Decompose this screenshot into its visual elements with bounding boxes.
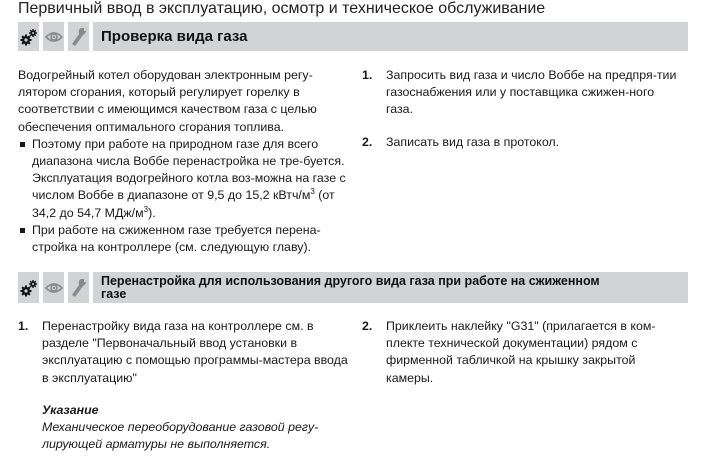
step-text: Перенастройку вида газа на контроллере см. в разделе "Первоначальный ввод установки в эксплуатацию с помощью программы-мастера ввода в эксплуатацию" xyxy=(42,319,348,385)
step-2 xyxy=(362,318,682,387)
note-block xyxy=(18,402,348,454)
step-1 xyxy=(362,67,682,119)
step-number: 2. xyxy=(362,319,373,333)
step-number: 1. xyxy=(18,319,29,333)
step-text: Приклеить наклейку "G31" (прилагается в ком-плекте технической документации) рядом с фирменной табличкой на крышку закрытой камеры. xyxy=(386,319,656,385)
step-number: 2. xyxy=(362,134,373,149)
gas-check-description xyxy=(18,67,348,256)
section-title-line-1: Перенастройка для использования другого вида газа при работе на сжиженном xyxy=(101,274,600,288)
step-text: Запросить вид газа и число Воббе на предпря-тии газоснабжения или у поставщика сжижен-ного газа. xyxy=(386,68,677,117)
bullet-liquefied-gas: При работе на сжиженном газе требуется перена-стройка на контроллере (см. следующую главу). xyxy=(18,222,348,256)
bullet-natural-gas: Поэтому при работе на природном газе для всего диапазона числа Воббе перенастройка не тре-буется. Эксплуатация водогрейного котла воз-можна на газе с числом Воббе в диапазоне от 9,5 до 15,2 кВтч/$м^3$ (от 34,2 до 54,7 МДж/$м^3$). xyxy=(18,136,348,222)
section-header-gas-check xyxy=(18,22,688,51)
eye-icon xyxy=(43,22,64,51)
lpg-conversion-right xyxy=(362,318,682,387)
intro-paragraph: Водогрейный котел оборудован электронным регу-лятором сгорания, который регулирует горелку в соответствии с имеющимся качеством газа с целью обеспечения оптимального сгорания топлива. xyxy=(18,68,317,134)
note-title: Указание xyxy=(42,402,99,417)
eye-icon xyxy=(43,272,64,303)
page-title: Первичный ввод в эксплуатацию, осмотр и техническое обслуживание xyxy=(18,0,546,17)
section-header-lpg-conversion xyxy=(18,272,688,303)
gas-check-steps xyxy=(362,67,682,151)
wrench-icon xyxy=(68,272,89,303)
step-number: 1. xyxy=(362,68,373,82)
step-1 xyxy=(18,318,348,387)
wrench-icon xyxy=(68,22,89,51)
section-title: Проверка вида газа xyxy=(93,22,688,51)
gears-icon xyxy=(18,272,39,303)
gears-icon xyxy=(18,22,39,51)
step-text: Записать вид газа в протокол. xyxy=(386,134,560,149)
section-title xyxy=(93,272,688,303)
note-text: Механическое переоборудование газовой регу-лирующей арматуры не выполняется. xyxy=(42,420,319,452)
lpg-conversion-left xyxy=(18,318,348,453)
step-2 xyxy=(362,134,682,151)
section-title-line-2: газе xyxy=(101,287,127,301)
